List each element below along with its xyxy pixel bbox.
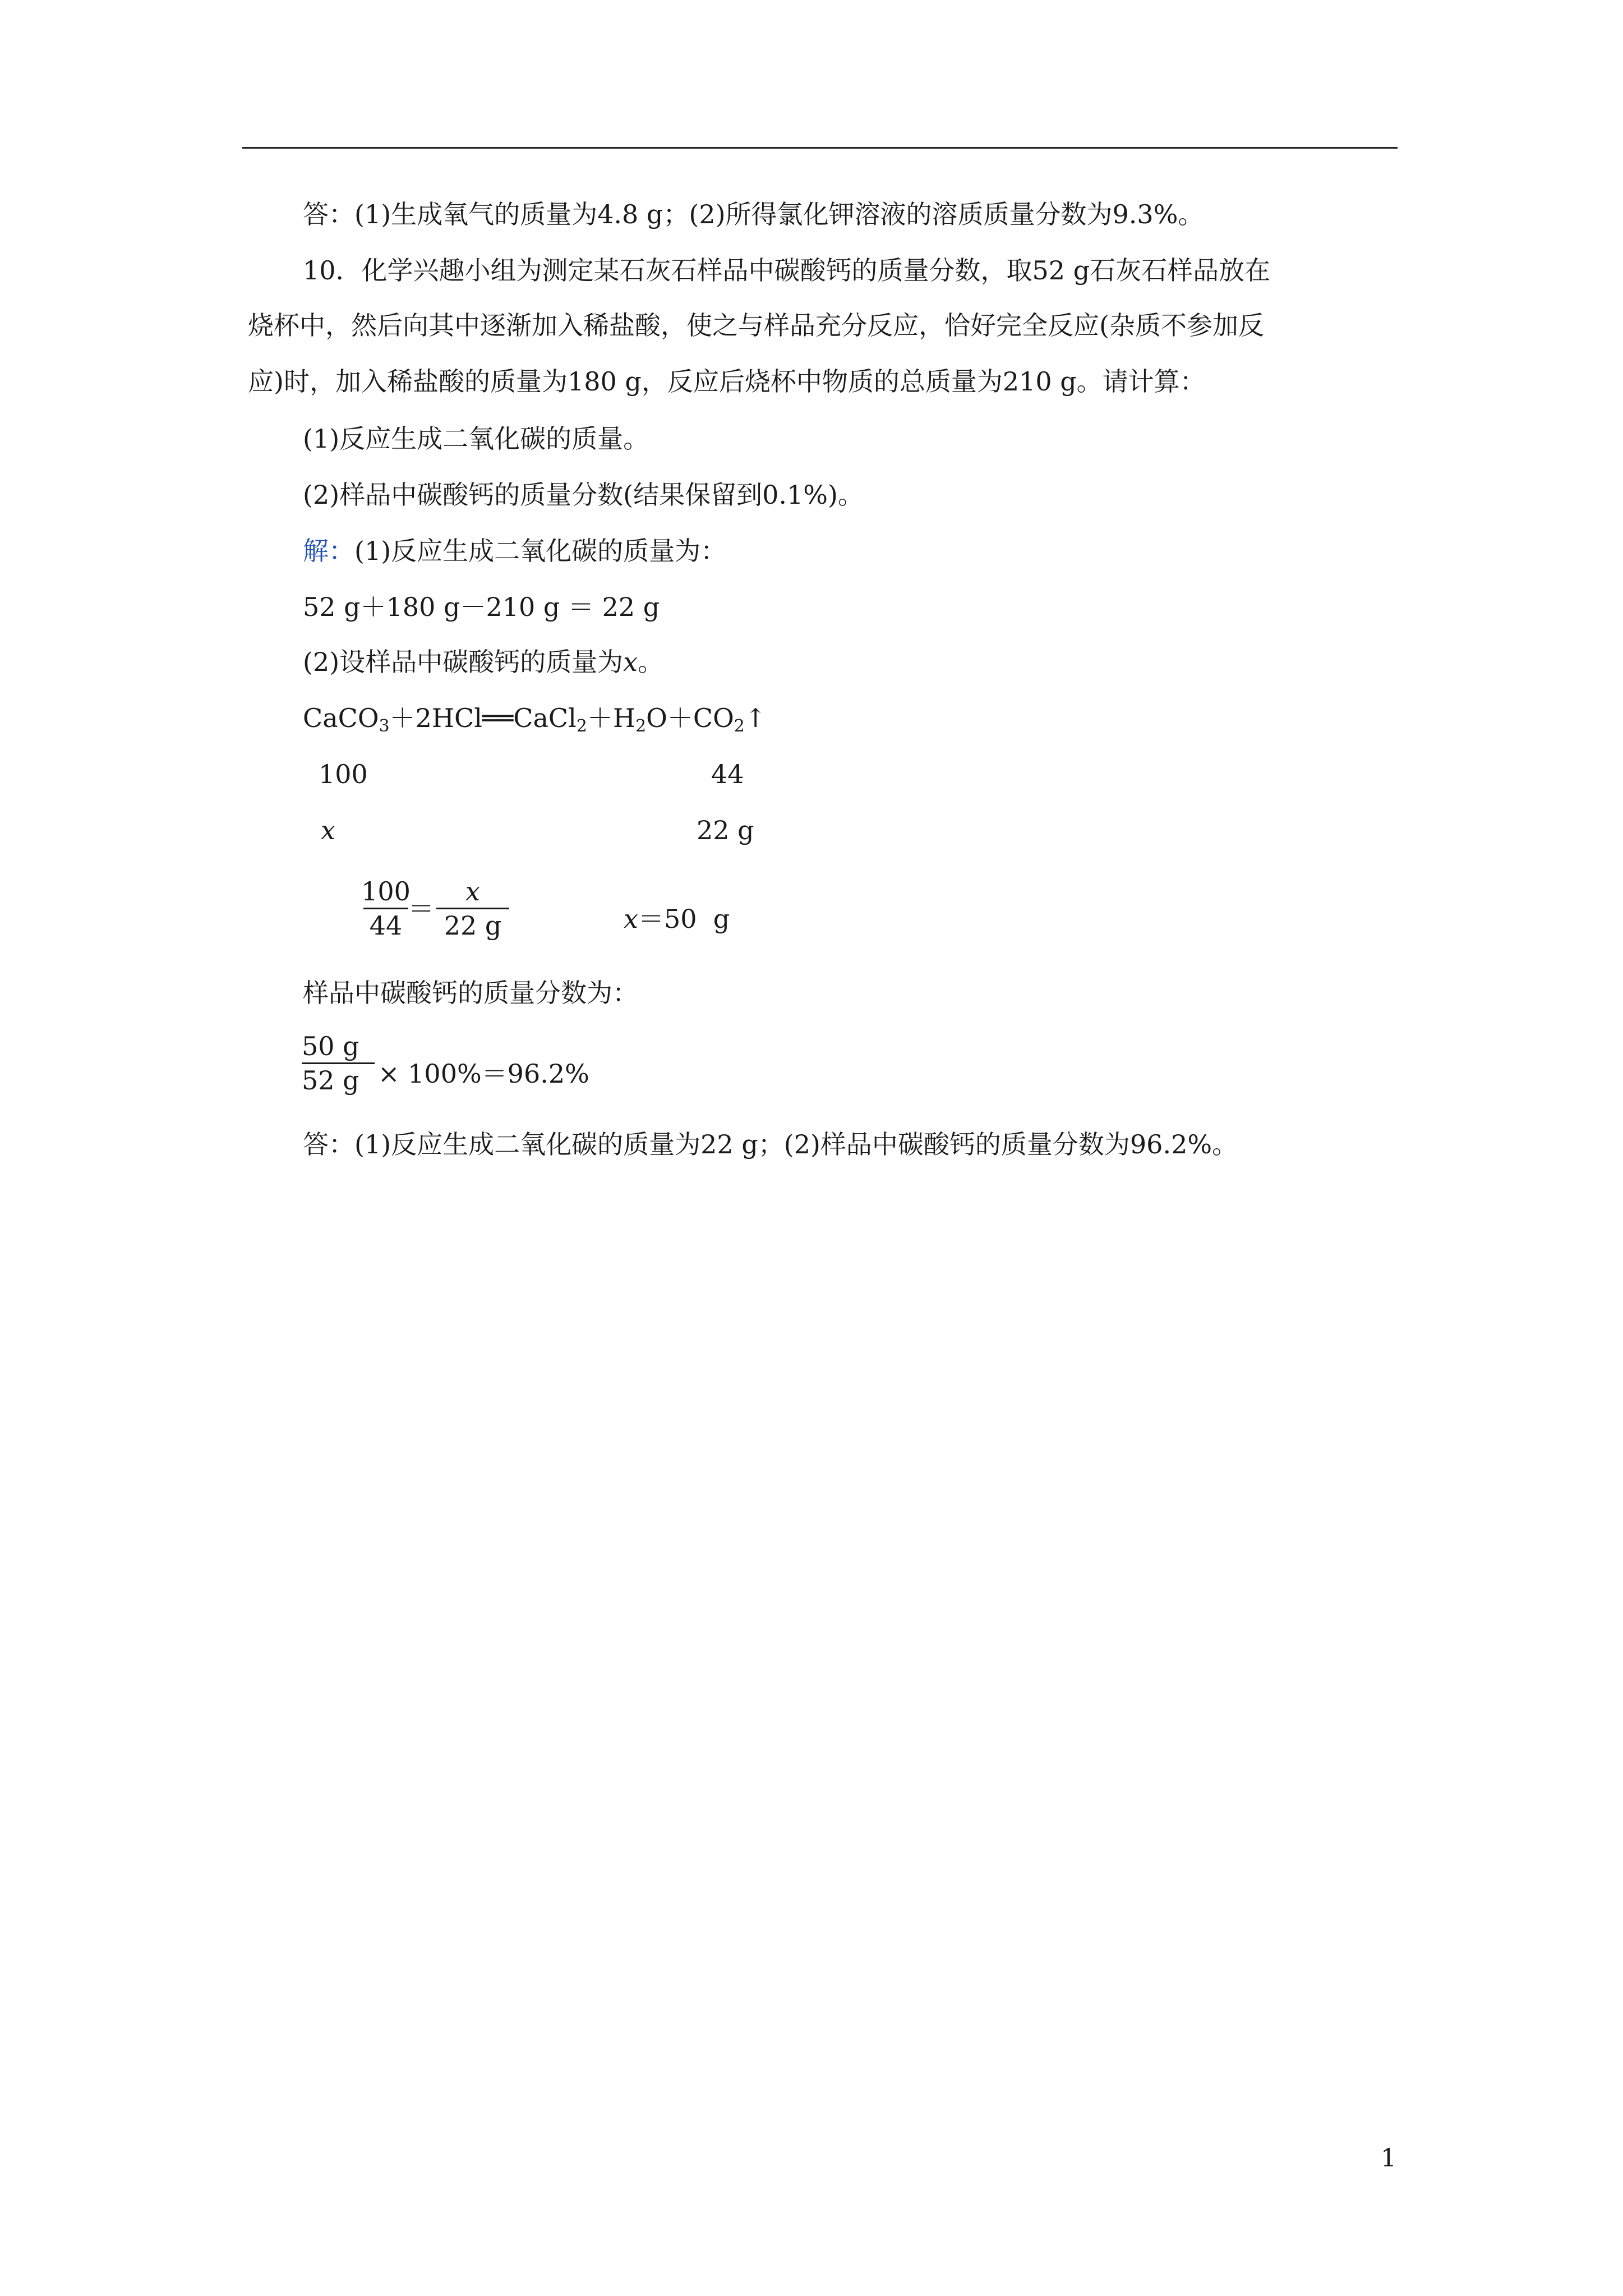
question-2: (2)样品中碳酸钙的质量分数(结果保留到0.1%)。 bbox=[303, 480, 864, 510]
calculation-co2: 52 g＋180 g－210 g ＝ 22 g bbox=[303, 592, 660, 622]
fraction-100-44: 100 44 bbox=[361, 876, 411, 941]
fraction-x-22g: x 22 g bbox=[436, 875, 509, 942]
molar-mass-caco3: 100 bbox=[319, 759, 368, 789]
variable-x: x bbox=[623, 647, 638, 677]
solution-step-1-text: (1)反应生成二氧化碳的质量为： bbox=[354, 536, 727, 566]
molar-mass-co2: 44 bbox=[711, 759, 744, 789]
page-number: 1 bbox=[1381, 2144, 1396, 2173]
gas-arrow: ↑ bbox=[744, 703, 767, 733]
mass-co2: 22 g bbox=[697, 815, 754, 845]
solution-step-1 bbox=[303, 534, 726, 568]
solution-step-2: (2)设样品中碳酸钙的质量为x。 bbox=[303, 647, 664, 677]
percent-result: × 100%＝96.2% bbox=[378, 1059, 589, 1089]
problem-line-1: 10．化学兴趣小组为测定某石灰石样品中碳酸钙的质量分数，取52 g石灰石样品放在 bbox=[303, 255, 1271, 286]
problem-line-3: 应)时，加入稀盐酸的质量为180 g，反应后烧杯中物质的总质量为210 g。请计算： bbox=[248, 366, 1206, 397]
problem-line-2: 烧杯中，然后向其中逐渐加入稀盐酸，使之与样品充分反应，恰好完全反应(杂质不参加反 bbox=[248, 310, 1264, 341]
header-rule bbox=[242, 147, 1398, 149]
result-x: x＝50 g bbox=[624, 904, 730, 934]
final-answer: 答：(1)反应生成二氧化碳的质量为22 g；(2)样品中碳酸钙的质量分数为96.2%。 bbox=[303, 1129, 1238, 1159]
equals-sign: ＝ bbox=[408, 894, 434, 924]
unknown-x: x bbox=[321, 815, 335, 845]
solution-step-3: 样品中碳酸钙的质量分数为： bbox=[303, 978, 638, 1008]
fraction-50g-52g: 50 g 52 g bbox=[302, 1030, 375, 1097]
previous-answer: 答：(1)生成氧气的质量为4.8 g；(2)所得氯化钾溶液的溶质质量分数为9.3%。 bbox=[303, 199, 1204, 229]
chemical-equation: $CaCO_3+2HCl══CaCl_2+H_2O+CO_2↑$ bbox=[303, 703, 767, 736]
solution-label: 解： bbox=[303, 536, 354, 566]
question-1: (1)反应生成二氧化碳的质量。 bbox=[303, 424, 649, 454]
